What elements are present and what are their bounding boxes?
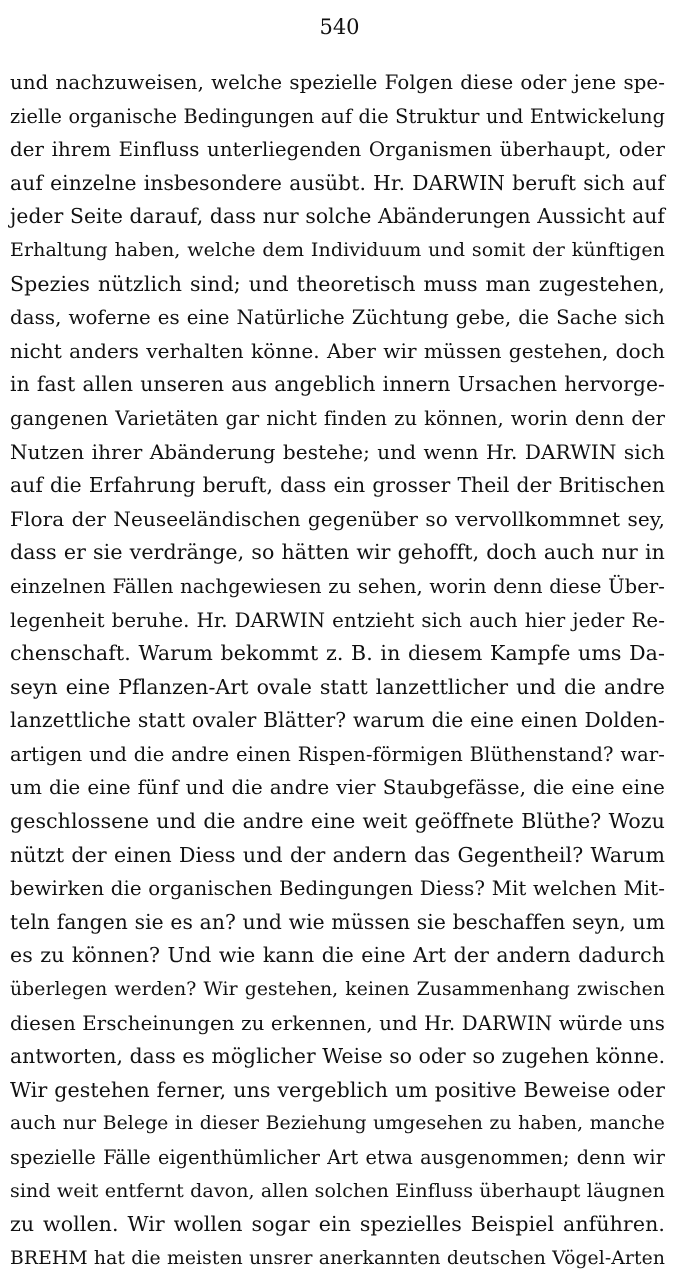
- text-line: Spezies nützlich sind; und theoretisch muss man zugestehen,: [10, 271, 665, 296]
- text-line: zielle organische Bedingungen auf die Struktur und Entwickelung: [10, 104, 665, 128]
- page-number: 540: [319, 15, 360, 39]
- text-line: antworten, dass es möglicher Weise so oder so zugehen könne.: [10, 1044, 666, 1069]
- text-line: einzelnen Fällen nachgewiesen zu sehen, worin denn diese Über-: [10, 574, 665, 598]
- text-line: teln fangen sie es an? und wie müssen sie beschaffen seyn, um: [10, 909, 665, 934]
- text-line: chenschaft. Warum bekommt z. B. in diesem Kampfe ums Da-: [10, 641, 665, 666]
- text-line: Nutzen ihrer Abänderung bestehe; und wenn Hr. DARWIN sich: [10, 439, 665, 464]
- text-line: diesen Erscheinungen zu erkennen, und Hr. DARWIN würde uns: [10, 1011, 665, 1035]
- text-line: Flora der Neuseeländischen gegenüber so vervollkommnet sey,: [10, 506, 665, 531]
- text-line: dass er sie verdränge, so hätten wir gehofft, doch auch nur in: [10, 540, 665, 565]
- text-line: sind weit entfernt davon, allen solchen Einfluss überhaupt läugnen: [10, 1179, 665, 1202]
- text-line: Wir gestehen ferner, uns vergeblich um positive Beweise oder: [10, 1077, 665, 1102]
- text-line: bewirken die organischen Bedingungen Diess? Mit welchen Mit-: [10, 877, 665, 901]
- text-line: artigen und die andre einen Rispen-förmigen Blüthenstand? war-: [10, 742, 665, 766]
- text-line: zu wollen. Wir wollen sogar ein spezielles Beispiel anführen.: [10, 1212, 665, 1237]
- text-line: und nachzuweisen, welche spezielle Folgen diese oder jene spe-: [10, 71, 665, 94]
- text-line: der ihrem Einfluss unterliegenden Organismen überhaupt, oder: [10, 138, 665, 162]
- text-line: gangenen Varietäten gar nicht finden zu können, worin denn der: [10, 406, 665, 430]
- text-line: seyn eine Pflanzen-Art ovale statt lanzettlicher und die andre: [10, 674, 665, 699]
- text-line: lanzettliche statt ovaler Blätter? warum die eine einen Dolden-: [10, 708, 665, 733]
- text-line: auch nur Belege in dieser Beziehung umgesehen zu haben, manche: [10, 1113, 665, 1135]
- text-line: nicht anders verhalten könne. Aber wir müssen gestehen, doch: [10, 338, 665, 363]
- text-line: nützt der einen Diess und der andern das Gegentheil? Warum: [10, 842, 665, 867]
- text-line: auf die Erfahrung beruft, dass ein grosser Theil der Britischen: [10, 473, 665, 498]
- text-line: legenheit beruhe. Hr. DARWIN entzieht sich auch hier jeder Re-: [10, 608, 665, 632]
- text-line: in fast allen unseren aus angeblich innern Ursachen hervorge-: [10, 372, 665, 397]
- text-line: jeder Seite darauf, dass nur solche Abänderungen Aussicht auf: [10, 204, 665, 229]
- text-line: geschlossene und die andre eine weit geöffnete Blüthe? Wozu: [10, 809, 665, 834]
- text-line: spezielle Fälle eigenthümlicher Art etwa ausgenommen; denn wir: [10, 1146, 665, 1169]
- text-line: dass, woferne es eine Natürliche Züchtung gebe, die Sache sich: [10, 306, 665, 330]
- text-line: überlegen werden? Wir gestehen, keinen Zusammenhang zwischen: [10, 979, 665, 1001]
- body-text: [10, 66, 665, 1275]
- text-line: es zu können? Und wie kann die eine Art der andern dadurch: [10, 943, 665, 968]
- text-line: auf einzelne insbesondere ausübt. Hr. DARWIN beruft sich auf: [10, 170, 665, 195]
- text-line: BREHM hat die meisten unsrer anerkannten deutschen Vögel-Arten: [10, 1247, 665, 1269]
- text-line: Erhaltung haben, welche dem Individuum und somit der künftigen: [10, 238, 665, 261]
- text-line: um die eine fünf und die andre vier Staubgefässe, die eine eine: [10, 775, 665, 800]
